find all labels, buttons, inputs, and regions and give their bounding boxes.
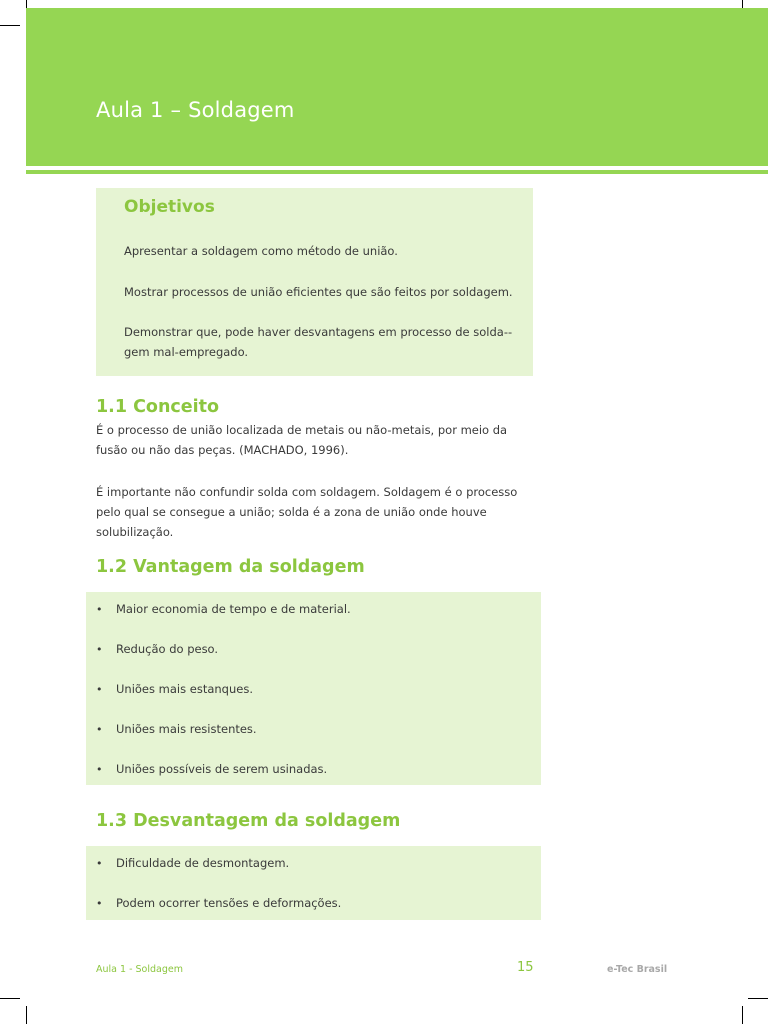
bullet-icon: •: [96, 857, 103, 870]
section-title-conceito: 1.1 Conceito: [96, 397, 220, 417]
chapter-title: Aula 1 – Soldagem: [96, 98, 295, 122]
list-item: [96, 602, 351, 616]
crop-mark: [742, 1006, 743, 1024]
list-item-text: Redução do peso.: [116, 642, 219, 656]
bullet-icon: •: [96, 763, 103, 776]
list-item-text: Uniões mais estanques.: [116, 682, 253, 696]
footer-brand: e-Tec Brasil: [607, 964, 668, 975]
list-item: [96, 896, 341, 910]
list-item: [96, 722, 257, 736]
bullet-icon: •: [96, 897, 103, 910]
list-item: [96, 856, 289, 870]
bullet-icon: •: [96, 603, 103, 616]
crop-mark: [26, 1006, 27, 1024]
paragraph: É importante não confundir solda com soldagem. Soldagem é o processo pelo qual se consegue a união; solda é a zona de união onde houve solubilização.: [96, 485, 518, 539]
list-item-text: Maior economia de tempo e de material.: [116, 602, 351, 616]
section-title-desvantagem: 1.3 Desvantagem da soldagem: [96, 811, 401, 831]
page-number: 15: [517, 960, 534, 975]
header-rule: [26, 170, 768, 174]
section-title-vantagem: 1.2 Vantagem da soldagem: [96, 557, 365, 577]
crop-mark: [748, 998, 768, 999]
list-item-text: Uniões possíveis de serem usinadas.: [116, 762, 328, 776]
list-item-text: Dificuldade de desmontagem.: [116, 856, 290, 870]
header-band: [26, 8, 768, 166]
bullet-icon: •: [96, 683, 103, 696]
list-item: [96, 642, 218, 656]
crop-mark: [0, 998, 20, 999]
crop-mark: [0, 25, 20, 26]
bullet-icon: •: [96, 723, 103, 736]
objective-item: Apresentar a soldagem como método de união.: [124, 244, 398, 258]
bullet-icon: •: [96, 643, 103, 656]
footer-chapter-label: Aula 1 - Soldagem: [96, 964, 183, 975]
list-item: [96, 682, 253, 696]
list-item-text: Podem ocorrer tensões e deformações.: [116, 896, 342, 910]
list-item-text: Uniões mais resistentes.: [116, 722, 257, 736]
list-item: [96, 762, 327, 776]
paragraph: É o processo de união localizada de metais ou não-metais, por meio da fusão ou não das peças. (MACHADO, 1996).: [96, 423, 508, 457]
objective-item: Demonstrar que, pode haver desvantagens em processo de solda-gem mal-empregado.: [124, 325, 513, 359]
objectives-title: Objetivos: [124, 197, 215, 217]
objective-item: Mostrar processos de união eficientes que são feitos por soldagem.: [124, 285, 513, 299]
